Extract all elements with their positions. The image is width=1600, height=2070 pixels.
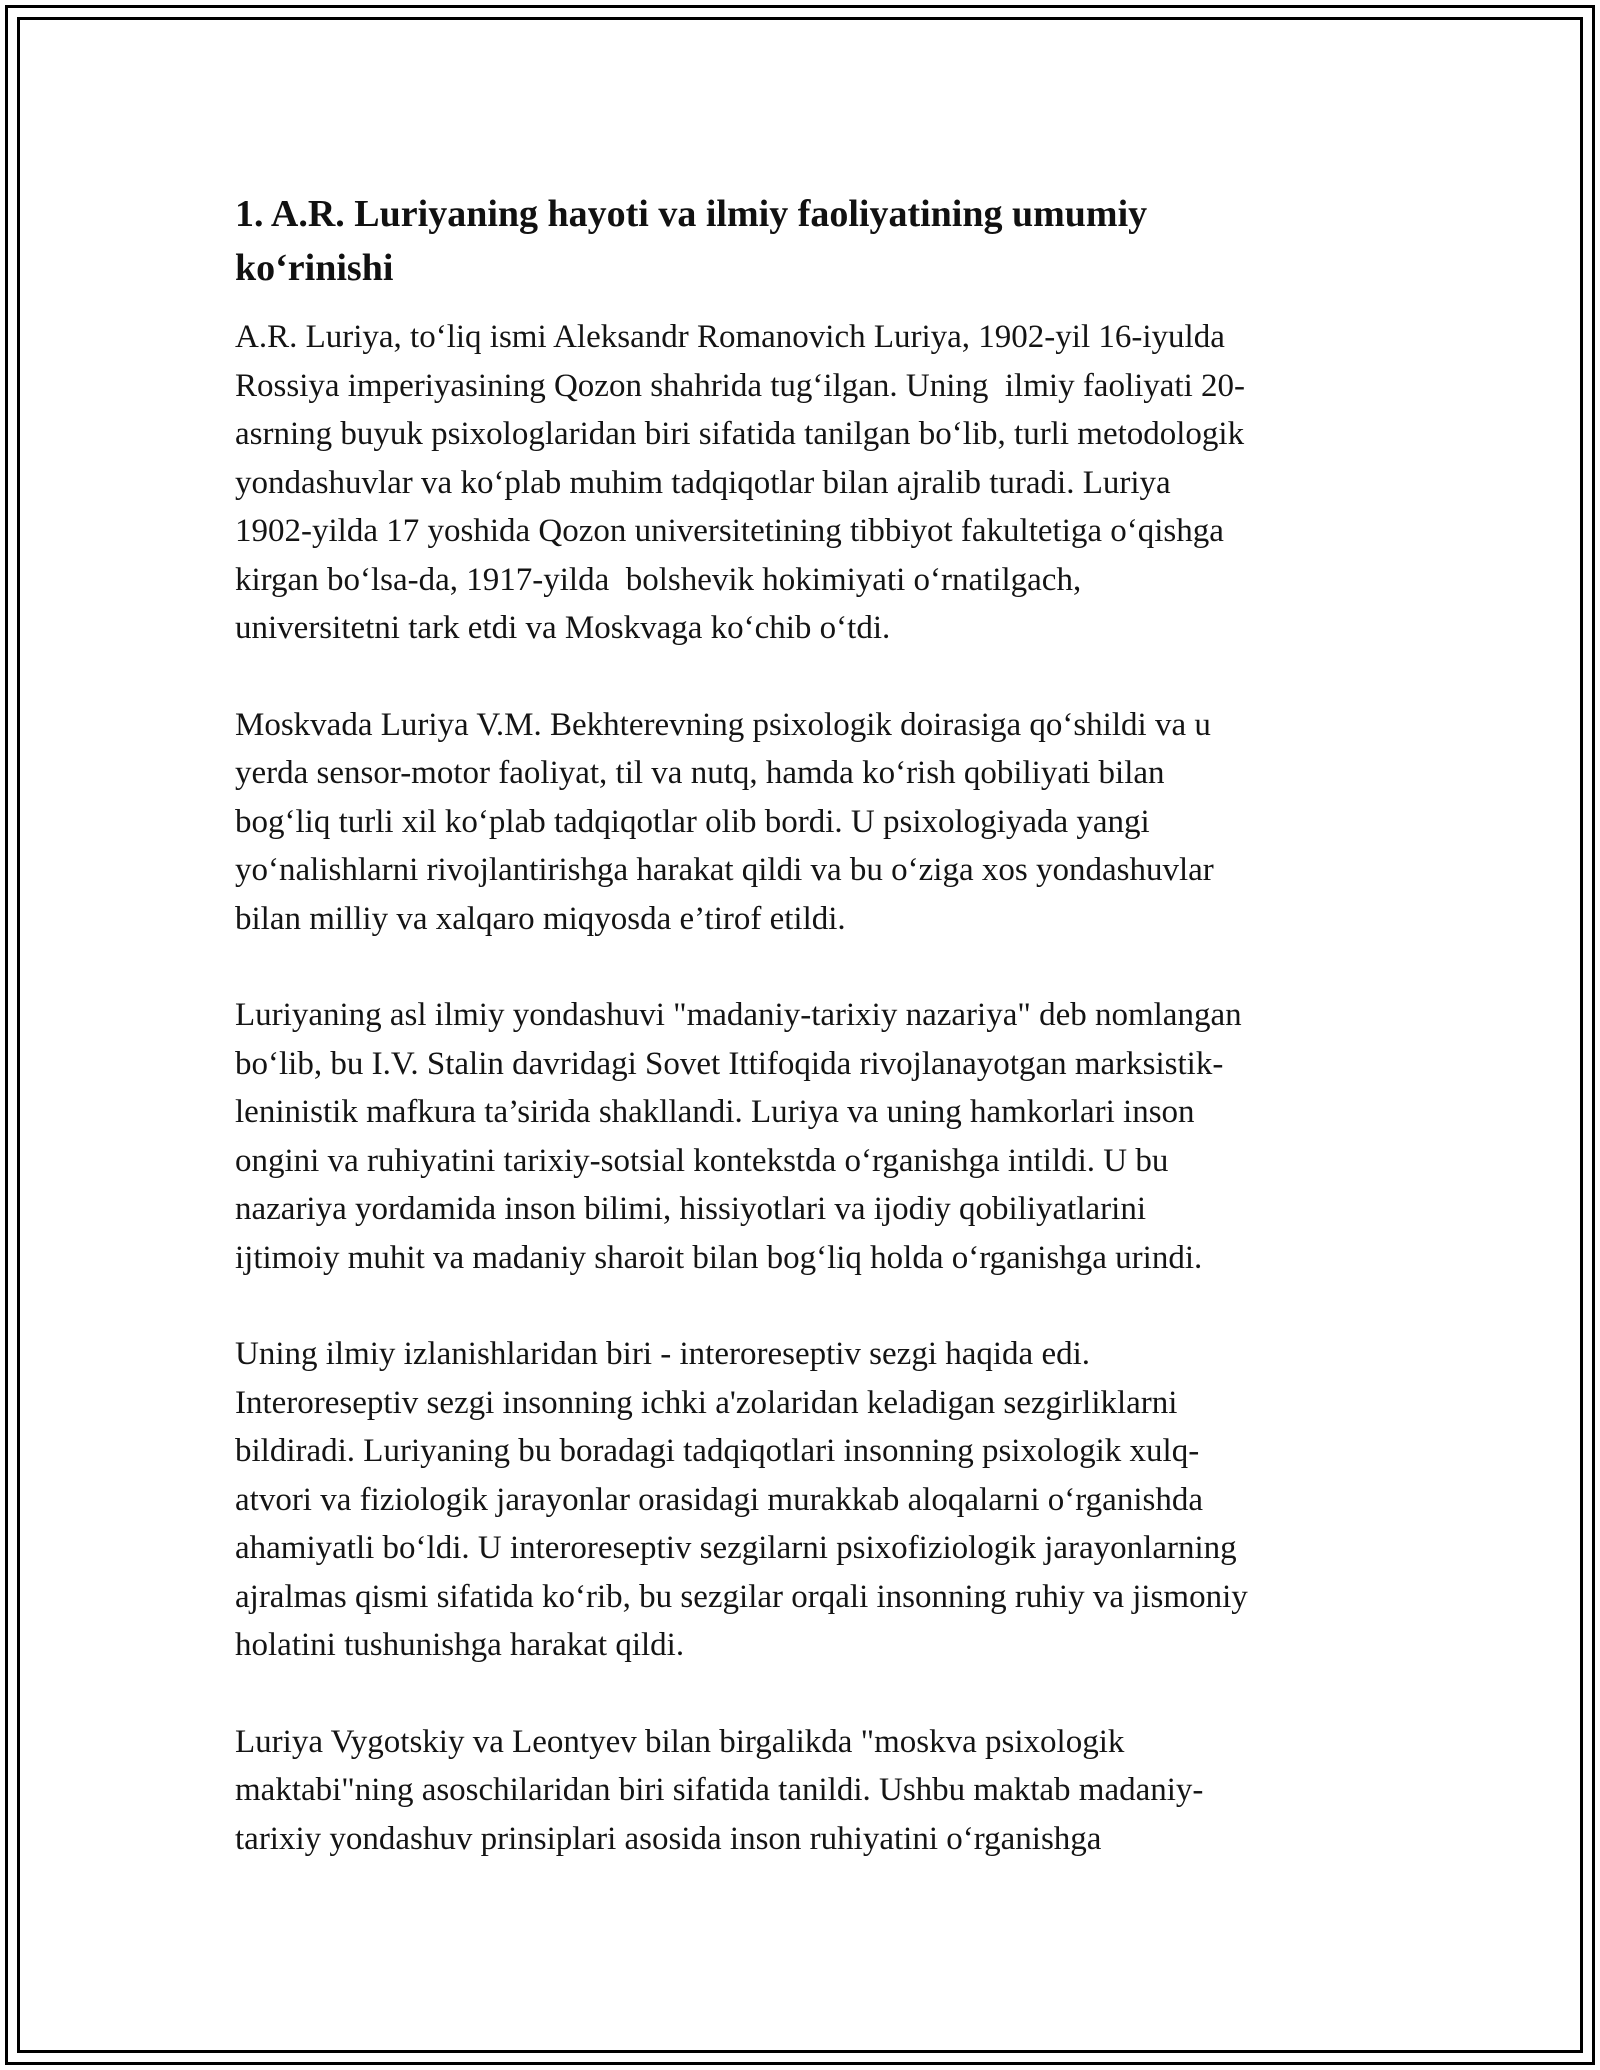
text-line: 1902-yilda 17 yoshida Qozon universitetining tibbiyot fakultetiga o‘qishga	[235, 513, 1224, 549]
text-line: Interoreseptiv sezgi insonning ichki a'zolaridan keladigan sezgirliklarni	[235, 1384, 1178, 1421]
text-line: Luriya Vygotskiy va Leontyev bilan birgalikda "moskva psixologik	[235, 1723, 1125, 1760]
text-line: kirgan bo‘lsa-da, 1917-yilda bolshevik hokimiyati o‘rnatilgach,	[235, 561, 1082, 598]
section-heading	[235, 187, 1375, 295]
document-body	[235, 187, 1375, 1911]
text-line: bilan milliy va xalqaro miqyosda e’tirof etildi.	[235, 900, 846, 937]
text-line: yo‘nalishlarni rivojlantirishga harakat qildi va bu o‘ziga xos yondashuvlar	[235, 852, 1214, 888]
heading-line: 1. A.R. Luriyaning hayoti va ilmiy faoliyatining umumiy	[235, 193, 1148, 235]
text-line: yerda sensor-motor faoliyat, til va nutq, hamda ko‘rish qobiliyati bilan	[235, 755, 1165, 791]
paragraph-5	[235, 1718, 1375, 1864]
text-line: maktabi"ning asoschilaridan biri sifatida tanildi. Ushbu maktab madaniy-	[235, 1772, 1204, 1808]
text-line: ijtimoiy muhit va madaniy sharoit bilan bog‘liq holda o‘rganishga urindi.	[235, 1239, 1203, 1276]
text-line: Rossiya imperiyasining Qozon shahrida tug‘ilgan. Uning ilmiy faoliyati 20-	[235, 367, 1246, 404]
text-line: universitetni tark etdi va Moskvaga ko‘chib o‘tdi.	[235, 610, 891, 646]
text-line: nazariya yordamida inson bilimi, hissiyotlari va ijodiy qobiliyatlarini	[235, 1191, 1146, 1227]
text-line: bog‘liq turli xil ko‘plab tadqiqotlar olib bordi. U psixologiyada yangi	[235, 803, 1150, 840]
text-line: bo‘lib, bu I.V. Stalin davridagi Sovet Ittifoqida rivojlanayotgan marksistik-	[235, 1045, 1224, 1082]
text-line: holatini tushunishga harakat qildi.	[235, 1627, 685, 1663]
text-line: yondashuvlar va ko‘plab muhim tadqiqotlar bilan ajralib turadi. Luriya	[235, 464, 1171, 501]
text-line: leninistik mafkura ta’sirida shakllandi. Luriya va uning hamkorlari inson	[235, 1094, 1195, 1130]
text-line: Moskvada Luriya V.M. Bekhterevning psixologik doirasiga qo‘shildi va u	[235, 706, 1211, 743]
text-line: ongini va ruhiyatini tarixiy-sotsial kontekstda o‘rganishga intildi. U bu	[235, 1142, 1169, 1179]
text-line: Luriyaning asl ilmiy yondashuvi "madaniy-tarixiy nazariya" deb nomlangan	[235, 997, 1242, 1033]
text-line: ahamiyatli bo‘ldi. U interoreseptiv sezgilarni psixofiziologik jarayonlarning	[235, 1530, 1237, 1566]
text-line: Uning ilmiy izlanishlaridan biri - interoreseptiv sezgi haqida edi.	[235, 1336, 1091, 1372]
paragraph-2	[235, 701, 1375, 944]
text-line: bildiradi. Luriyaning bu boradagi tadqiqotlari insonning psixologik xulq-	[235, 1433, 1200, 1469]
paragraph-3	[235, 991, 1375, 1282]
text-line: asrning buyuk psixologlaridan biri sifatida tanilgan bo‘lib, turli metodologik	[235, 416, 1245, 452]
heading-line: ko‘rinishi	[235, 247, 394, 289]
text-line: A.R. Luriya, to‘liq ismi Aleksandr Romanovich Luriya, 1902-yil 16-iyulda	[235, 319, 1225, 355]
text-line: tarixiy yondashuv prinsiplari asosida inson ruhiyatini o‘rganishga	[235, 1820, 1102, 1857]
text-line: atvori va fiziologik jarayonlar orasidagi murakkab aloqalarni o‘rganishda	[235, 1481, 1203, 1518]
text-line: ajralmas qismi sifatida ko‘rib, bu sezgilar orqali insonning ruhiy va jismoniy	[235, 1578, 1248, 1615]
paragraph-4	[235, 1330, 1375, 1670]
paragraph-1	[235, 313, 1375, 653]
